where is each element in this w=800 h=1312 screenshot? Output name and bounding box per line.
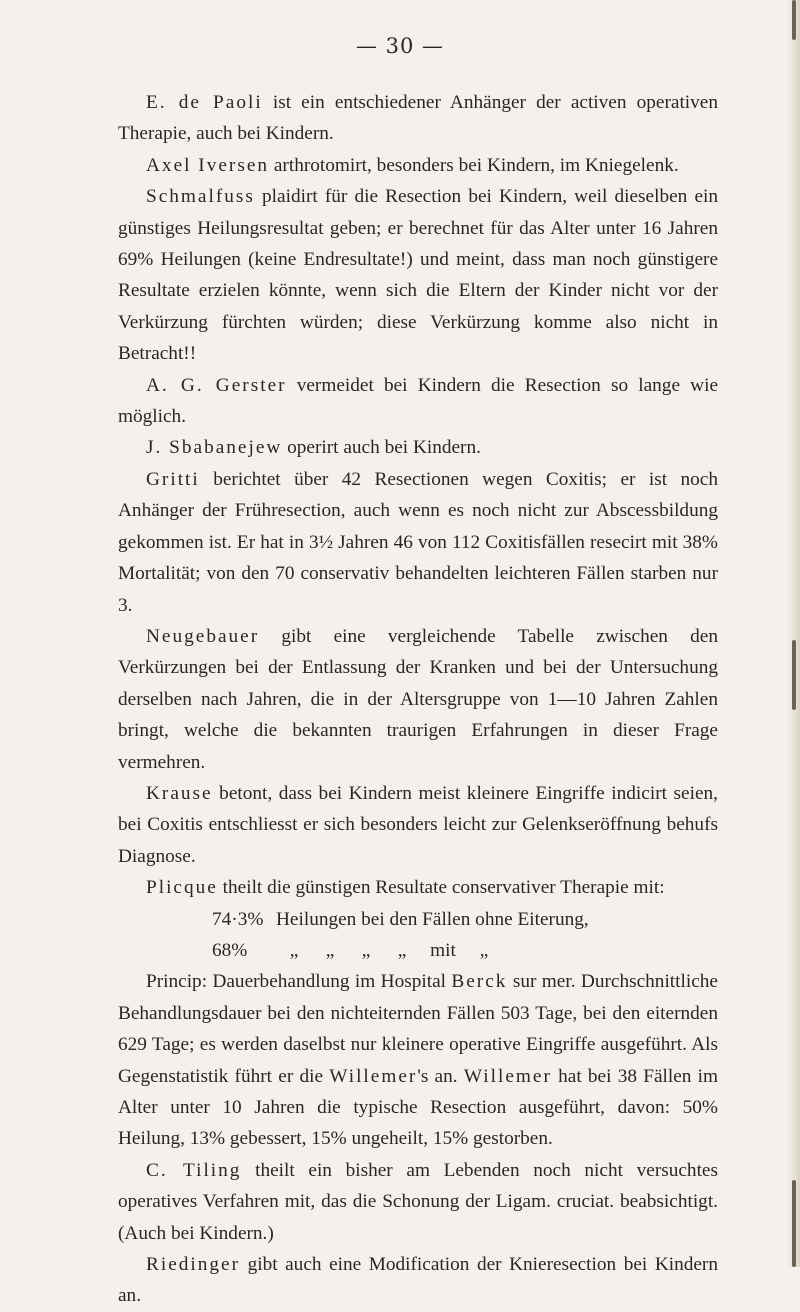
author-name: Willemer <box>463 1065 552 1087</box>
paragraph-text: theilt ein bisher am Lebenden noch nicht versuchtes operatives Verfahren mit, das die Schonung der Ligam. cruciat. beabsichtigt. (Auch bei Kindern.) <box>118 1159 718 1244</box>
ditto-mark: „ <box>397 939 407 961</box>
page-body <box>118 87 718 1312</box>
paragraph <box>118 872 718 903</box>
paragraph-text: betont, dass bei Kindern meist kleinere Eingriffe indicirt seien, bei Coxitis entschliesst er sich besonders leicht zur Gelenkseröffnung behufs Diagnose. <box>118 782 718 867</box>
paragraph-text: berichtet über 42 Resectionen wegen Coxitis; er ist noch Anhänger der Frühresection, auch wenn es noch nicht zur Abscessbildung gekommen ist. Er hat in 3½ Jahren 46 von 112 Coxitisfällen resecirt mit 38% Mortalität; von den 70 conservativ behandelten leichteren Fällen starben nur 3. <box>118 468 718 616</box>
paragraph-text: ist ein entschiedener Anhänger der activen operativen Therapie, auch bei Kindern. <box>118 92 719 145</box>
paragraph-text: arthrotomirt, besonders bei Kindern, im Kniegelenk. <box>269 154 679 176</box>
paragraph <box>118 181 718 369</box>
author-name: Willemer <box>329 1065 418 1087</box>
result-row-2 <box>118 935 718 966</box>
paragraph <box>118 621 718 778</box>
paragraph-text: hat bei 38 Fällen im Alter unter 10 Jahren die typische Resection ausgeführt, davon: 50% Heilung, 13% gebessert, 15% ungeheilt, 15% gestorben. <box>118 1065 719 1150</box>
ditto-mark: „ <box>325 939 335 961</box>
result-row-1 <box>118 904 718 935</box>
page-edge-shadow <box>786 0 800 1267</box>
author-name: Plicque <box>146 877 218 899</box>
author-name: A. G. Gerster <box>146 374 287 396</box>
place-name: Berck <box>451 971 508 993</box>
author-name: Riedinger <box>146 1254 241 1276</box>
author-name: Axel Iversen <box>146 154 270 176</box>
author-name: C. Tiling <box>146 1159 242 1181</box>
author-name: Schmalfuss <box>146 186 255 208</box>
paragraph-text: Princip: Dauerbehandlung im Hospital <box>146 971 452 993</box>
paragraph <box>118 87 718 150</box>
paragraph-text: plaidirt für die Resection bei Kindern, weil dieselben ein günstiges Heilungsresultat geben; er berechnet für das Alter unter 16 Jahren 69% Heilungen (keine Endresultate!) und meint, dass man noch günstigere Resultate erzielen könnte, wenn sich die Eltern der Kinder nicht vor der Verkürzung fürchten würden; diese Verkürzung komme also nicht in Betracht!! <box>118 186 718 365</box>
author-name: Gritti <box>146 468 200 490</box>
author-name: Neugebauer <box>146 625 260 647</box>
paragraph-text: 's an. <box>417 1065 464 1087</box>
paragraph-princip <box>118 966 718 1154</box>
page-number: — 30 — <box>355 34 445 58</box>
ditto-mark: „ <box>289 939 299 961</box>
result-percent: 68% <box>212 939 248 961</box>
paragraph <box>118 150 718 181</box>
paragraph-text: sur mer. Durchschnittliche Behandlungsdauer bei den nichteiternden Fällen 503 Tage, bei den eiternden 629 Tage; es werden daselbst nur kleinere operative Eingriffe ausgeführt. Als Gegenstatistik führt er die <box>118 971 718 1087</box>
paragraph-text: vermeidet bei Kindern die Resection so lange wie möglich. <box>118 374 719 428</box>
result-text: Heilungen bei den Fällen ohne Eiterung, <box>276 908 589 930</box>
author-name: J. Sbabanejew <box>146 437 283 459</box>
author-name: E. de Paoli <box>146 92 263 113</box>
paragraph <box>118 1155 718 1249</box>
paragraph-text: gibt eine vergleichende Tabelle zwischen den Verkürzungen bei der Entlassung der Kranken und bei der Untersuchung derselben nach Jahren, die in der Altersgruppe von 1—10 Jahren Zahlen bringt, welche die bekannten traurigen Erfahrungen in dieser Frage vermehren. <box>118 625 718 773</box>
result-percent: 74·3% <box>212 908 264 930</box>
paragraph <box>118 464 718 621</box>
paragraph-text: theilt die günstigen Resultate conservativer Therapie mit: <box>217 877 665 899</box>
binding-mark <box>792 1180 796 1267</box>
paragraph-text: operirt auch bei Kindern. <box>282 437 481 459</box>
paragraph <box>118 1249 718 1312</box>
binding-mark <box>792 0 796 40</box>
binding-mark <box>792 640 796 710</box>
paragraph <box>118 370 718 433</box>
paragraph <box>118 432 718 463</box>
paragraph <box>118 778 718 872</box>
ditto-mark: „ <box>361 939 371 961</box>
paragraph-text: gibt auch eine Modification der Knieresection bei Kindern an. <box>118 1254 718 1307</box>
author-name: Krause <box>146 782 213 804</box>
ditto-mark: „ <box>479 939 489 961</box>
result-mit: mit <box>430 939 456 961</box>
